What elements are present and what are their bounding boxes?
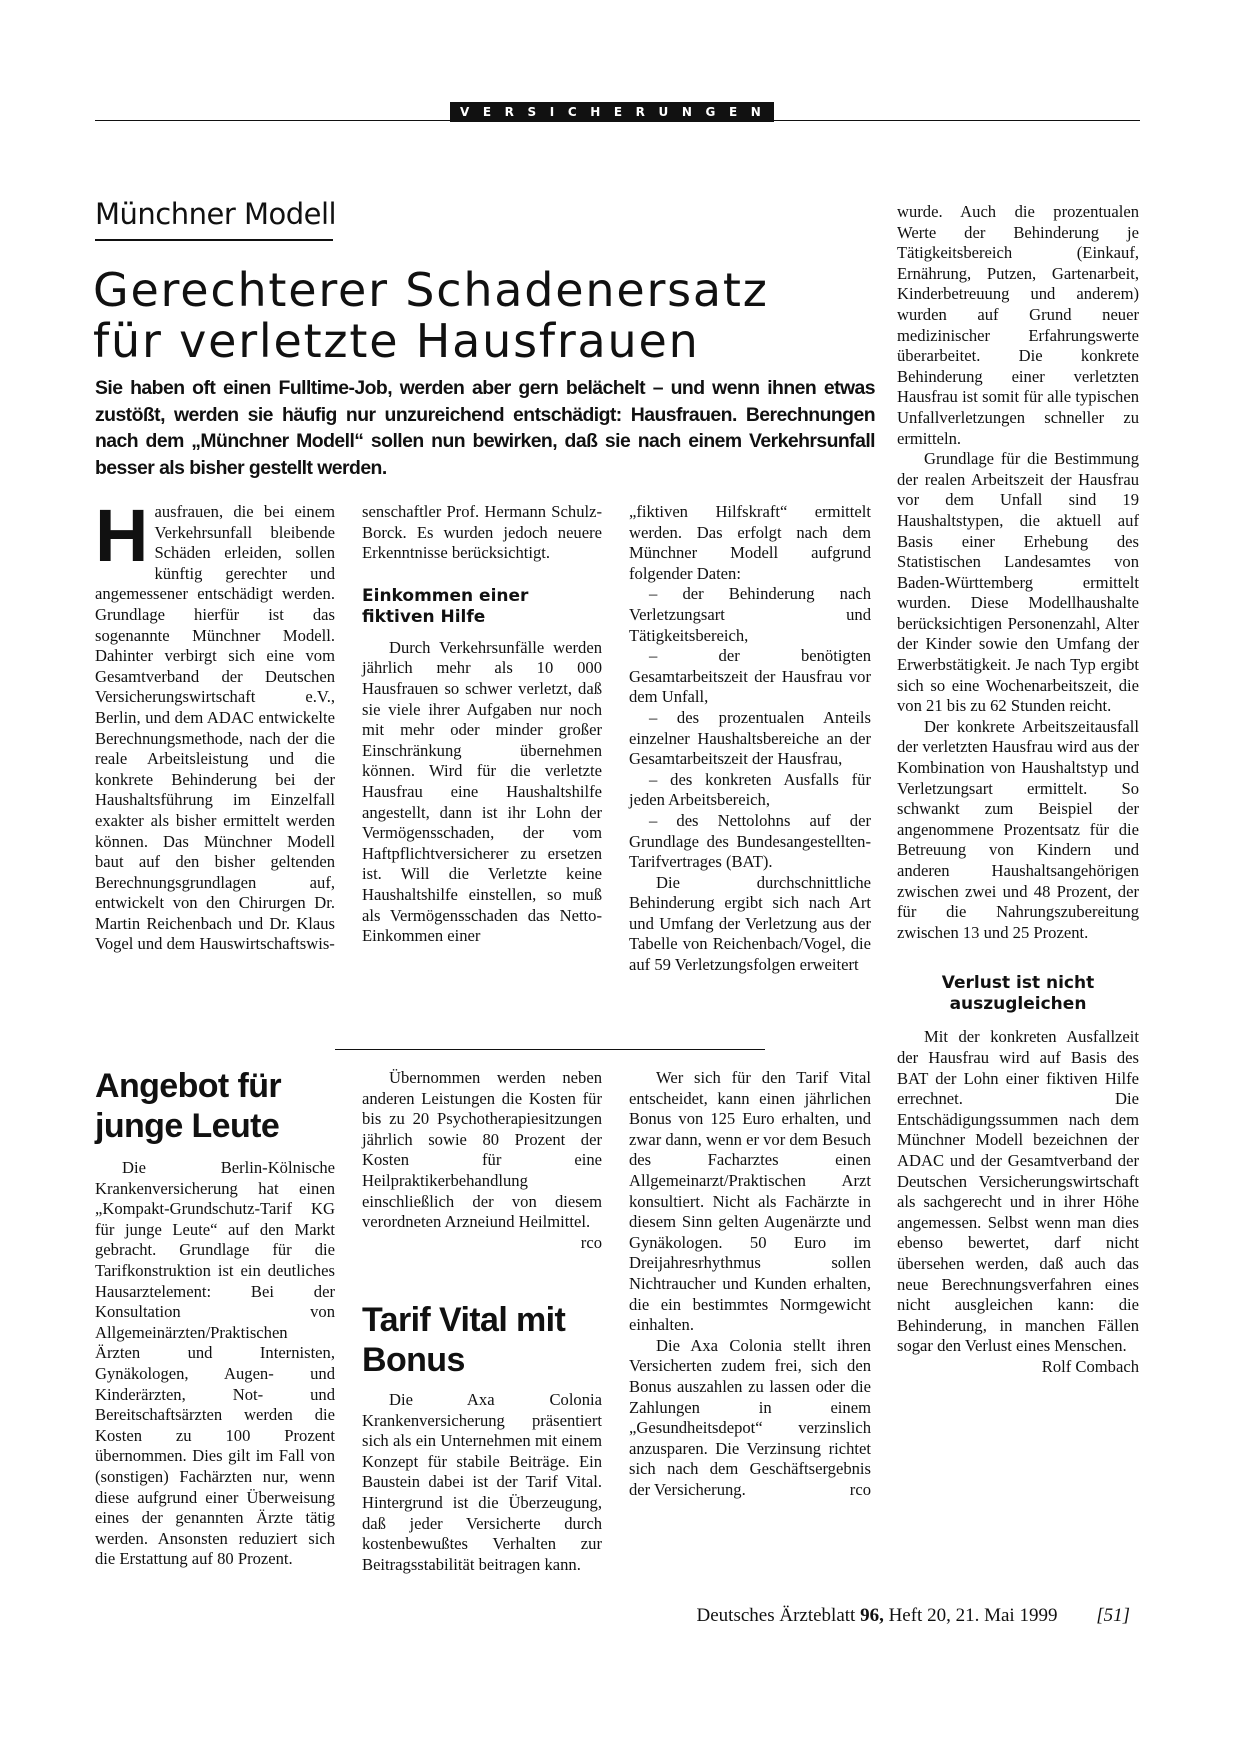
box-angebot-column-1	[95, 1158, 335, 1570]
article-column-4	[897, 202, 1139, 1377]
article-paragraph: senschaftler Prof. Hermann Schulz-Borck. Es wurden jedoch neuere Erkenntnisse berücksichtigt.	[362, 502, 602, 563]
article-paragraph: ausfrauen, die bei einem Verkehrsunfall bleibende Schäden erleiden, sollen künftig gerechter und angemessener entschädigt werden. Grundlage hierfür ist das sogenannte Münchner Modell. Dahinter verbirgt sich eine vom Gesamtverband der Deutschen Versicherungswirtschaft e.V., Berlin, und dem ADAC entwickelte Berechnungsmethode, nach der die reale Arbeitsleistung und die konkrete Behinderung bei der Haushaltsführung im Einzelfall exakter als bisher ermittelt werden können. Das Münchner Modell baut auf den bisher geltenden Berechnungsgrundlagen auf, entwickelt von den Chirurgen Dr. Martin Reichenbach und Dr. Klaus Vogel und dem Hauswirtschaftswis-	[95, 502, 335, 954]
page-number: [51]	[1096, 1605, 1130, 1626]
article-paragraph: Grundlage für die Bestimmung der realen Arbeitszeit der Hausfrau vor dem Unfall sind 19 Haushaltstypen, die aktuell auf Basis einer Erhebung des Statistischen Landesamtes von Baden-Württemberg ermittelt wurden. Diese Modellhaushalte berücksichtigen Personenzahl, Alter der Kinder sowie den Umfang der Erwerbstätigkeit. Je nach Typ ergibt sich so eine Wochenarbeitszeit, die von 21 bis zu 62 Stunden reicht.	[897, 449, 1139, 716]
box-title-angebot	[95, 1066, 281, 1146]
box-tarif-column-2	[629, 1068, 871, 1500]
article-column-1	[95, 494, 335, 955]
section-label: VERSICHERUNGEN	[450, 102, 774, 122]
article-paragraph: „fiktiven Hilfskraft“ ermittelt werden. Das erfolgt nach dem Münchner Modell aufgrund folgender Daten:	[629, 502, 871, 583]
box-title-line: Angebot für	[95, 1067, 282, 1105]
journal-name: Deutsches Ärzteblatt	[696, 1605, 856, 1626]
box-title-line: Tarif Vital mit	[362, 1301, 566, 1339]
list-item: – der benötigten Gesamtarbeitszeit der Hausfrau vor dem Unfall,	[629, 646, 871, 707]
box-title-line: Bonus	[362, 1341, 465, 1379]
box-paragraph-text: Übernommen werden neben anderen Leistungen die Kosten für bis zu 20 Psychotherapiesitzungen jährlich sowie 80 Prozent der Kosten für eine Heilpraktikerbehandlung einschließlich der von diesem verordneten Arzneiund Heilmittel.	[362, 1068, 602, 1232]
box-paragraph	[629, 1336, 871, 1501]
list-item: – der Behinderung nach Verletzungsart und Tätigkeitsbereich,	[629, 584, 871, 645]
box-tarif-column-1	[362, 1390, 602, 1575]
article-paragraph: Die durchschnittliche Behinderung ergibt sich nach Art und Umfang der Verletzung aus der Tabelle von Reichenbach/Vogel, die auf 59 Verletzungsfolgen erweitert	[629, 872, 871, 975]
criteria-list	[629, 584, 871, 872]
drop-cap: H	[95, 494, 149, 577]
kicker: Münchner Modell	[95, 197, 337, 231]
volume-number: 96,	[860, 1605, 884, 1626]
subheading-verlust: Verlust ist nicht auszugleichen	[941, 973, 1095, 1015]
box-paragraph: Die Axa Colonia Krankenversicherung präsentiert sich als ein Unternehmen mit einem Konzept für stabile Beiträge. Ein Baustein dabei ist der Tarif Vital. Hintergrund ist die Überzeugung, daß jeder Versicherte durch kostenbewußtes Verhalten zur Beitragsstabilität beitragen kann.	[362, 1390, 602, 1574]
list-item: – des prozentualen Anteils einzelner Haushaltsbereiche an der Gesamtarbeitszeit der Hausfrau,	[629, 707, 871, 769]
kicker-underline	[95, 239, 333, 241]
box-title-line: junge Leute	[95, 1107, 280, 1145]
box-title-tarif-vital	[362, 1300, 565, 1380]
section-divider	[335, 1049, 765, 1050]
author-byline: Rolf Combach	[1041, 1356, 1139, 1376]
headline-line-2: für verletzte Hausfrauen	[93, 314, 700, 368]
subheading-fiktive-hilfe: Einkommen einer fiktiven Hilfe	[362, 585, 529, 627]
article-paragraph	[897, 1027, 1139, 1376]
article-last-paragraph: Mit der konkreten Ausfallzeit der Hausfrau wird auf Basis des BAT der Lohn einer fiktiven Hilfe errechnet. Die Entschädigungssummen nach dem Münchner Modell bezeichnen der ADAC und der Gesamtverband der Deutschen Versicherungswirtschaft als sachgerecht und in ihrer Höhe angemessen. Selbst wenn man dies ebenso bewertet, darf nicht übersehen werden, daß auch das neue Berechnungsverfahren eines nicht ausgleichen kann: die Behinderung, in manchen Fällen sogar den Verlust eines Menschen.	[897, 1027, 1139, 1356]
box-signature: rco	[580, 1232, 602, 1252]
box-paragraph	[362, 1068, 602, 1252]
deck: Sie haben oft einen Fulltime-Job, werden aber gern belächelt – und wenn ihnen etwas zustößt, werden sie häufig nur unzureichend entschädigt: Hausfrauen. Berechnungen nach dem „Münchner Modell“ sollen nun bewirken, daß sie nach einem Verkehrsunfall besser als bisher gestellt werden.	[95, 377, 875, 479]
headline-line-1: Gerechterer Schadenersatz	[93, 263, 769, 317]
page-footer	[697, 1605, 1130, 1627]
issue-date: Heft 20, 21. Mai 1999	[888, 1605, 1058, 1626]
headline	[93, 265, 769, 367]
article-column-2	[362, 502, 602, 947]
box-signature: rco	[849, 1479, 871, 1499]
box-paragraph: Wer sich für den Tarif Vital entscheidet, kann einen jährlichen Bonus von 125 Euro erhalten, und zwar dann, wenn er vor dem Besuch des Facharztes einen Allgemeinarzt/Praktischen Arzt konsultiert. Nicht als Fachärzte in diesem Sinn gelten Augenärzte und Gynäkologen. 50 Euro im Dreijahresrhythmus sollen Nichtraucher und Kunden erhalten, die ein bestimmtes Normgewicht einhalten.	[629, 1068, 871, 1335]
article-paragraph: wurde. Auch die prozentualen Werte der Behinderung je Tätigkeitsbereich (Einkauf, Ernährung, Putzen, Gartenarbeit, Kinderbetreuung und anderem) wurden auf Grund neuer medizinischer Erfahrungswerte überarbeitet. Die konkrete Behinderung einer verletzten Hausfrau ist somit für alle typischen Unfallverletzungen schneller zu ermitteln.	[897, 202, 1139, 448]
list-item: – des Nettolohns auf der Grundlage des Bundesangestellten-Tarifvertrages (BAT).	[629, 810, 871, 872]
box-paragraph: Die Berlin-Kölnische Krankenversicherung hat einen „Kompakt-Grundschutz-Tarif KG für junge Leute“ auf den Markt gebracht. Grundlage für die Tarifkonstruktion ist ein deutliches Hausarztelement: Bei der Konsultation von Allgemeinärzten/Praktischen Ärzten und Internisten, Gynäkologen, Augen- und Kinderärzten, Not- und Bereitschaftsärzten werden die Kosten zu 100 Prozent übernommen. Dies gilt im Fall von (sonstigen) Fachärzten nur, wenn diese aufgrund einer Überweisung eines der genannten Ärzte tätig werden. Ansonsten reduziert sich die Erstattung auf 80 Prozent.	[95, 1158, 335, 1569]
box-paragraph-text: Die Axa Colonia stellt ihren Versicherten zudem frei, sich den Bonus auszahlen zu lassen oder die Zahlungen in einem „Gesundheitsdepot“ verzinslich anzusparen. Die Verzinsung richtet sich nach dem Geschäftsergebnis der Versicherung.	[629, 1335, 871, 1499]
box-angebot-column-2	[362, 1068, 602, 1253]
article-paragraph: Der konkrete Arbeitszeitausfall der verletzten Hausfrau wird aus der Kombination von Haushaltstyp und Verletzungsart ermittelt. So schwankt zum Beispiel der angenommene Prozentsatz für die Betreuung von Kindern und anderen Haushaltsangehörigen zwischen zwei und 48 Prozent, der für die Nahrungszubereitung zwischen 13 und 25 Prozent.	[897, 716, 1139, 942]
article-paragraph: Durch Verkehrsunfälle werden jährlich mehr als 10 000 Hausfrauen so schwer verletzt, daß sie viele ihrer Aufgaben nur noch mit mehr oder minder großer Einschränkung übernehmen können. Wird für die verletzte Hausfrau eine Haushaltshilfe angestellt, dann ist ihr Lohn der Vermögensschaden, der vom Haftpflichtversicherer zu ersetzen ist. Will die Verletzte keine Haushaltshilfe einstellen, so muß als Vermögensschaden das Netto-Einkommen einer	[362, 637, 602, 946]
article-column-3	[629, 502, 871, 976]
list-item: – des konkreten Ausfalls für jeden Arbeitsbereich,	[629, 769, 871, 810]
